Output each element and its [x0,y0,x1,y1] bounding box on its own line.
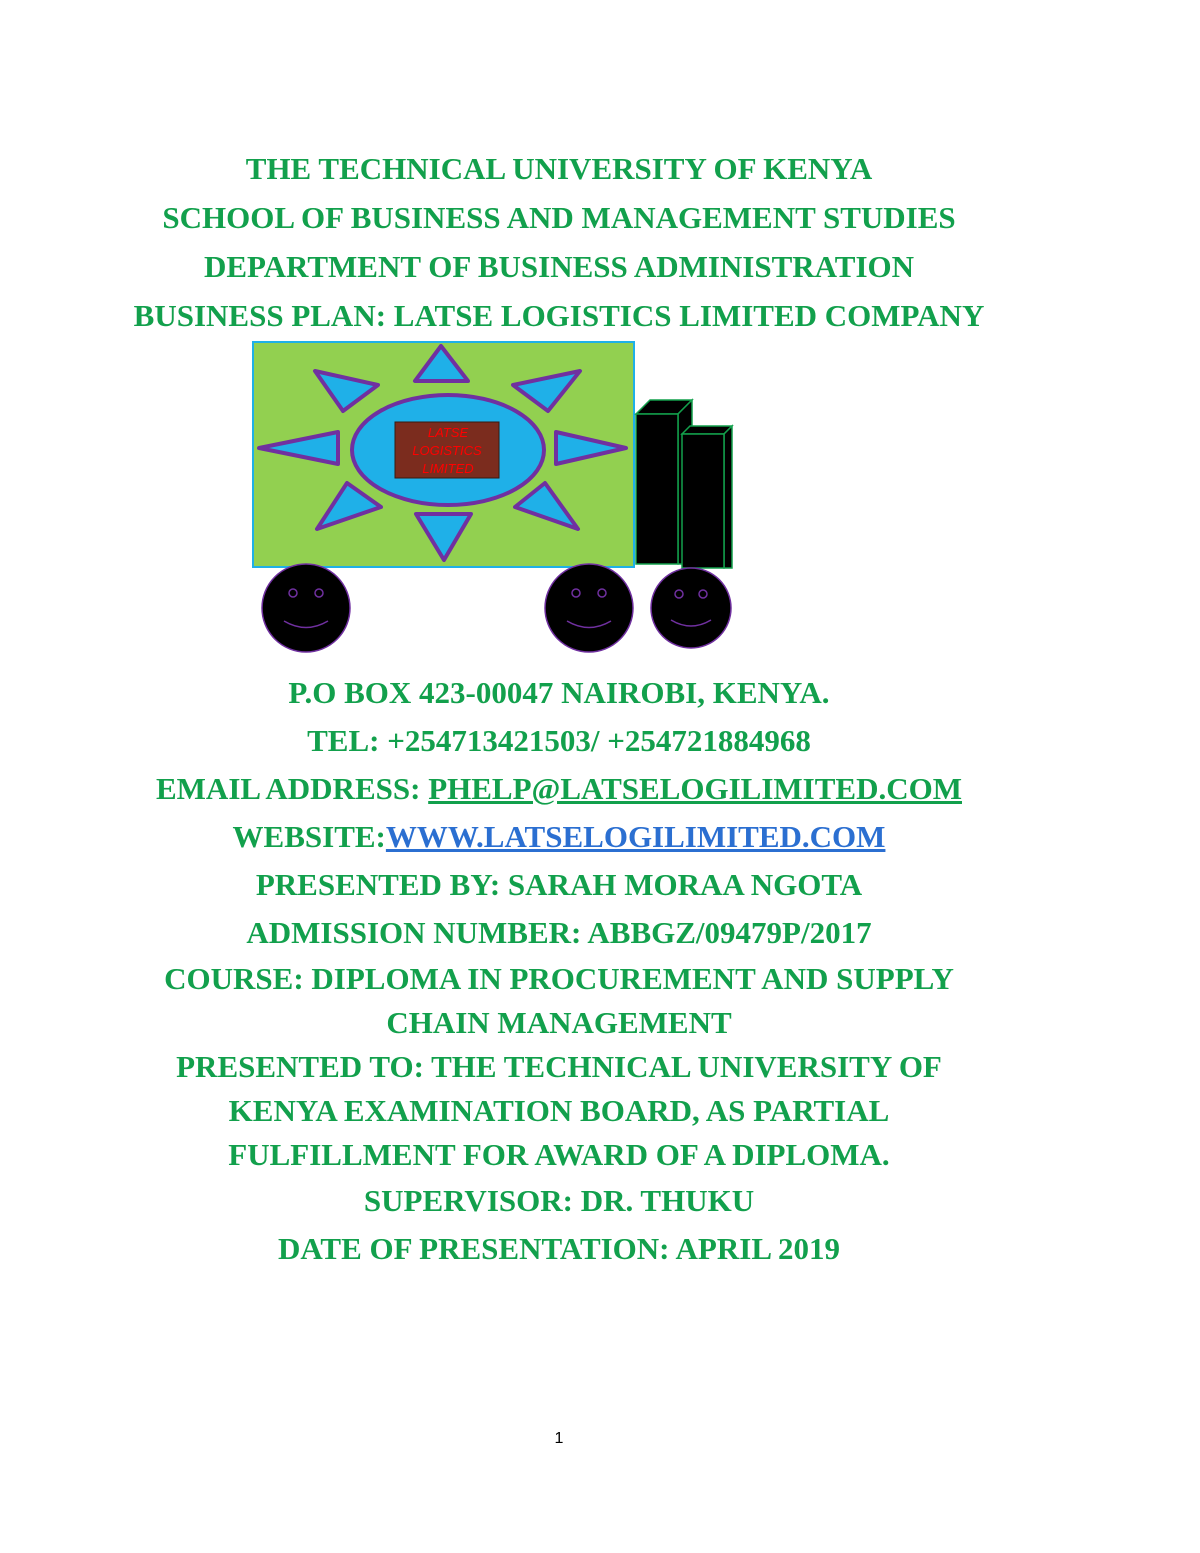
school-name: SCHOOL OF BUSINESS AND MANAGEMENT STUDIES [162,200,956,235]
admission-number: ADMISSION NUMBER: ABBGZ/09479P/2017 [246,915,872,950]
business-plan-title: BUSINESS PLAN: LATSE LOGISTICS LIMITED COMPANY [133,298,985,333]
postal-address: P.O BOX 423-00047 NAIROBI, KENYA. [288,675,830,710]
wheel-2 [545,564,633,652]
presentation-date: DATE OF PRESENTATION: APRIL 2019 [277,1231,841,1266]
telephone: TEL: +254713421503/ +254721884968 [307,723,811,758]
page-number: 1 [554,1430,564,1447]
truck-cab [636,400,732,568]
presented-to-line-2: KENYA EXAMINATION BOARD, AS PARTIAL [228,1093,890,1128]
presented-to-line-1: PRESENTED TO: THE TECHNICAL UNIVERSITY OF [176,1049,942,1084]
supervisor: SUPERVISOR: DR. THUKU [363,1183,755,1218]
university-name: THE TECHNICAL UNIVERSITY OF KENYA [245,151,873,186]
email-link[interactable]: PHELP@LATSELOGILIMITED.COM [428,771,962,806]
sign-line-3: LIMITED [422,461,474,476]
wheel-3 [651,568,731,648]
title-block [0,144,1118,340]
course-line-2: CHAIN MANAGEMENT [386,1005,732,1040]
website-link[interactable]: WWW.LATSELOGILIMITED.COM [385,819,886,854]
presented-by: PRESENTED BY: SARAH MORAA NGOTA [255,867,863,902]
truck-illustration [248,336,748,656]
truck-logo [248,336,748,661]
email-row [0,765,1118,813]
details-block [0,669,1118,1273]
website-row [0,813,1118,861]
wheel-1 [262,564,350,652]
website-label: WEBSITE: [232,819,386,854]
sign-line-1: LATSE [427,425,469,440]
presented-to-line-3: FULFILLMENT FOR AWARD OF A DIPLOMA. [228,1137,890,1172]
course-line-1: COURSE: DIPLOMA IN PROCUREMENT AND SUPPLY [164,961,954,996]
department-name: DEPARTMENT OF BUSINESS ADMINISTRATION [203,249,915,284]
email-label: EMAIL ADDRESS: [156,771,429,806]
sign-line-2: LOGISTICS [412,443,482,458]
